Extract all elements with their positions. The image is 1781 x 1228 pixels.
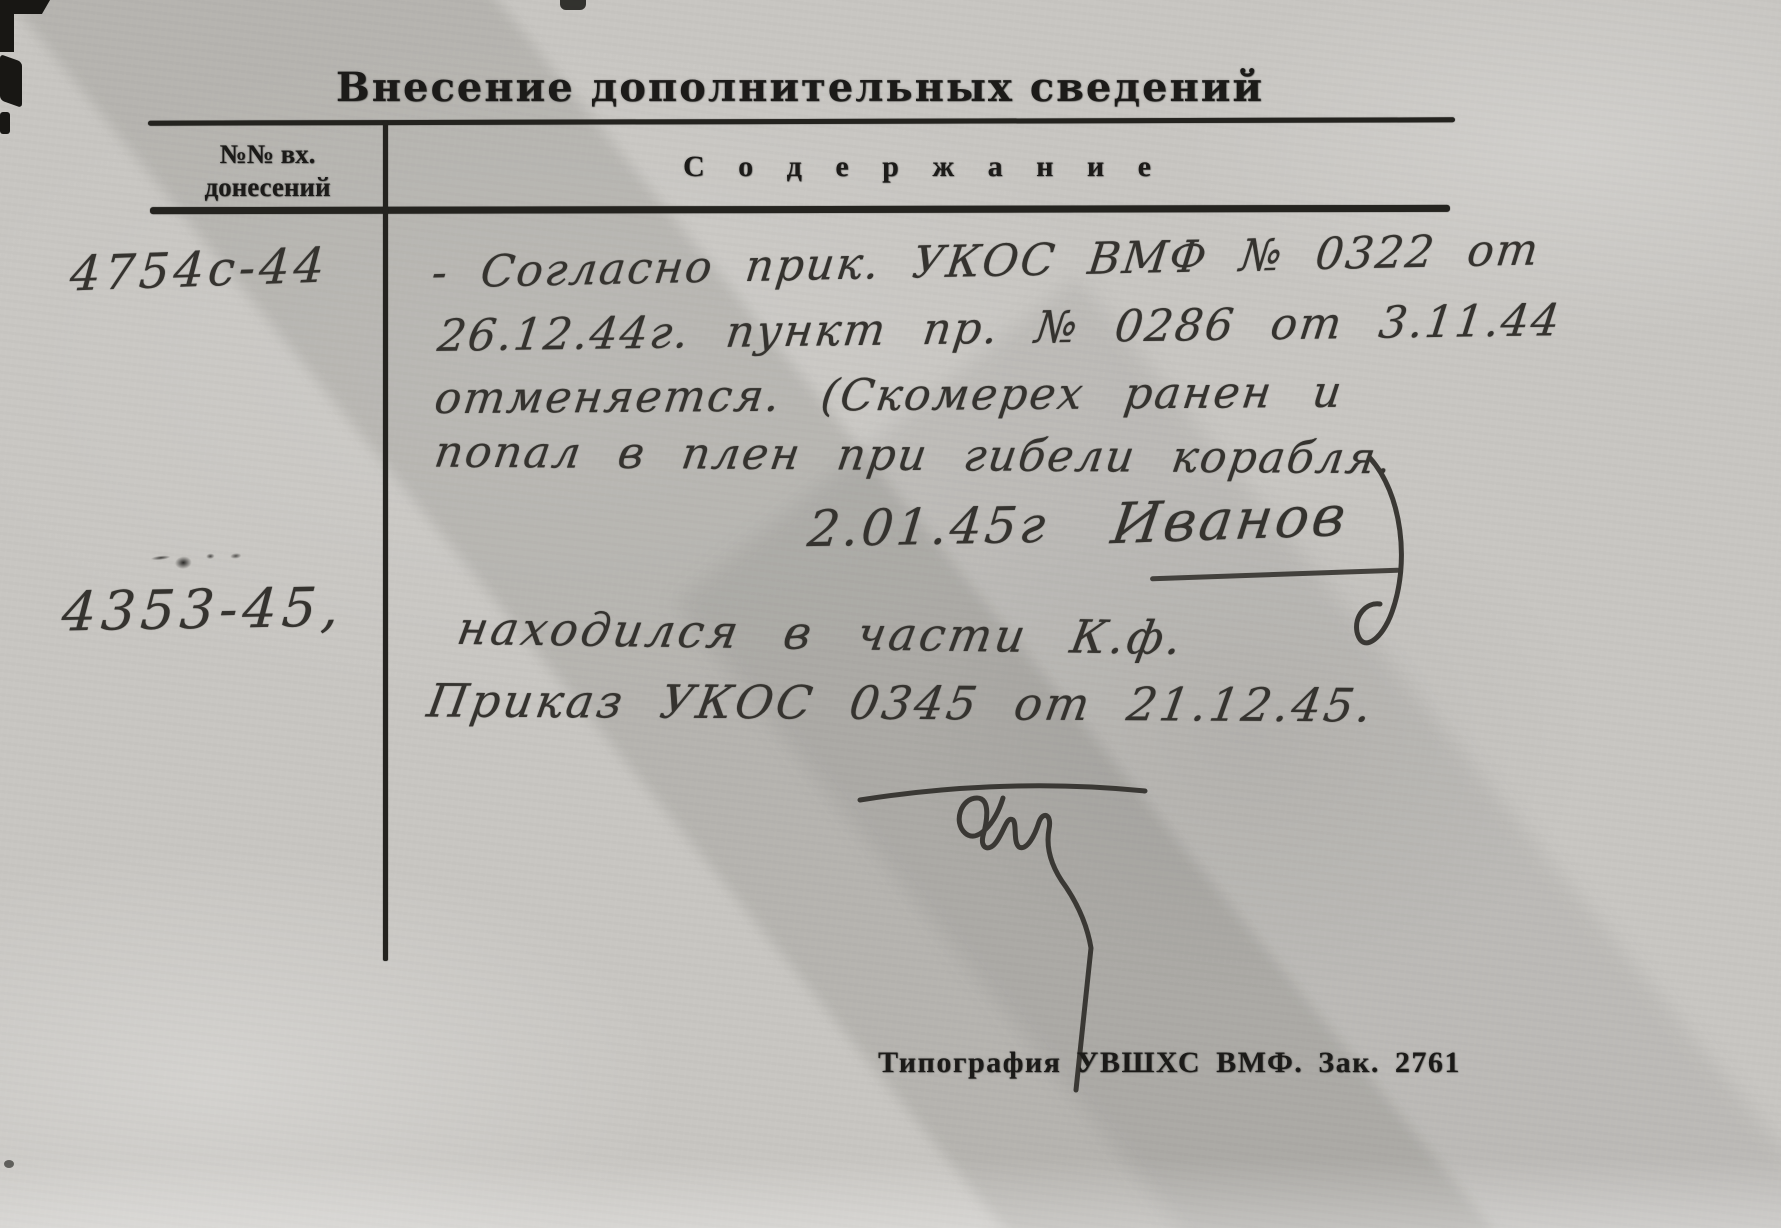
entry1-number: 4754с-44	[68, 237, 331, 303]
entry1-line3: отменяется. (Скомерех ранен и	[431, 366, 1347, 425]
scan-edge-artifact	[560, 0, 586, 10]
entry2-number: 4353-45,	[59, 575, 346, 644]
entry2-line2: Приказ УКОС 0345 от 21.12.45.	[423, 673, 1379, 733]
col1-header-line2: донесений	[204, 172, 331, 202]
entry1-line1: - Согласно прик. УКОС ВМФ № 0322 от	[429, 224, 1543, 299]
entry2-line1: находился в части К.ф.	[453, 600, 1189, 666]
col1-header	[150, 138, 385, 204]
col2-header: С о д е р ж а н и е	[683, 150, 1157, 183]
column-divider	[383, 121, 388, 961]
entry1-line2: 26.12.44г. пункт пр. № 0286 от 3.11.44	[434, 295, 1565, 362]
entry1-signature: Иванов	[1107, 483, 1353, 558]
scan-edge-artifact	[0, 0, 14, 52]
entry1-date: 2.01.45г	[804, 495, 1052, 559]
col1-header-line1: №№ вх.	[219, 139, 316, 169]
scan-edge-artifact	[4, 1160, 14, 1168]
footer-imprint: Типография УВШХС ВМФ. Зак. 2761	[878, 1046, 1461, 1079]
signature-flourish	[1348, 452, 1428, 672]
bottom-light-strip	[0, 1158, 1781, 1228]
entry1-line4: попал в плен при гибели корабля.	[431, 426, 1397, 485]
document-title: Внесение дополнительных сведений	[335, 64, 1265, 111]
ink-smudge	[149, 540, 261, 575]
header-rule-bottom	[150, 205, 1450, 214]
scan-edge-artifact	[0, 112, 10, 134]
scan-edge-artifact	[0, 54, 22, 108]
